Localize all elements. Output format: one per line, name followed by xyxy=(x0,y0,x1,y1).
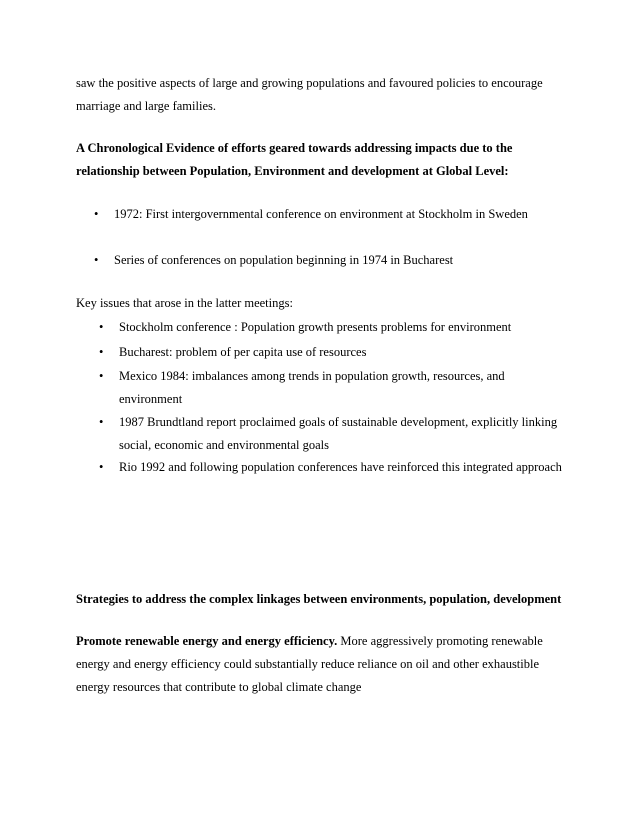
bullet-glyph: • xyxy=(94,207,99,221)
bullet-text: Series of conferences on population beginning in 1974 in Bucharest xyxy=(114,253,454,267)
bullet-text: Mexico 1984: imbalances among trends in population growth, resources, and environment xyxy=(119,369,505,406)
bullet-glyph: • xyxy=(99,369,104,383)
bullet-text: 1972: First intergovernmental conference on environment at Stockholm in Sweden xyxy=(114,207,528,221)
strategies-heading: Strategies to address the complex linkages between environments, population, development xyxy=(76,592,562,606)
strategy-paragraph xyxy=(76,630,566,699)
intro-paragraph: saw the positive aspects of large and growing populations and favoured policies to encourage marriage and large families. xyxy=(76,76,543,113)
bullet-text: 1987 Brundtland report proclaimed goals of sustainable development, explicitly linking social, economic and environmental goals xyxy=(119,415,558,452)
bullet-text: Stockholm conference : Population growth presents problems for environment xyxy=(119,320,512,334)
chronological-heading: A Chronological Evidence of efforts geared towards addressing impacts due to the relationship between Population, Environment and development at Global Level: xyxy=(76,141,513,178)
bullet-glyph: • xyxy=(99,460,104,474)
bullet-glyph: • xyxy=(99,415,104,429)
bullet-glyph: • xyxy=(99,345,104,359)
bullet-text: Bucharest: problem of per capita use of resources xyxy=(119,345,367,359)
bullet-text: Rio 1992 and following population conferences have reinforced this integrated approach xyxy=(119,460,562,474)
strategy-title: Promote renewable energy and energy efficiency. xyxy=(76,634,338,648)
bullet-glyph: • xyxy=(99,320,104,334)
key-issues-intro: Key issues that arose in the latter meetings: xyxy=(76,296,293,310)
strategy-body: More aggressively promoting renewable energy and energy efficiency could substantially reduce reliance on oil and other exhaustible energy resources that contribute to global climate change xyxy=(76,634,543,694)
bullet-glyph: • xyxy=(94,253,99,267)
